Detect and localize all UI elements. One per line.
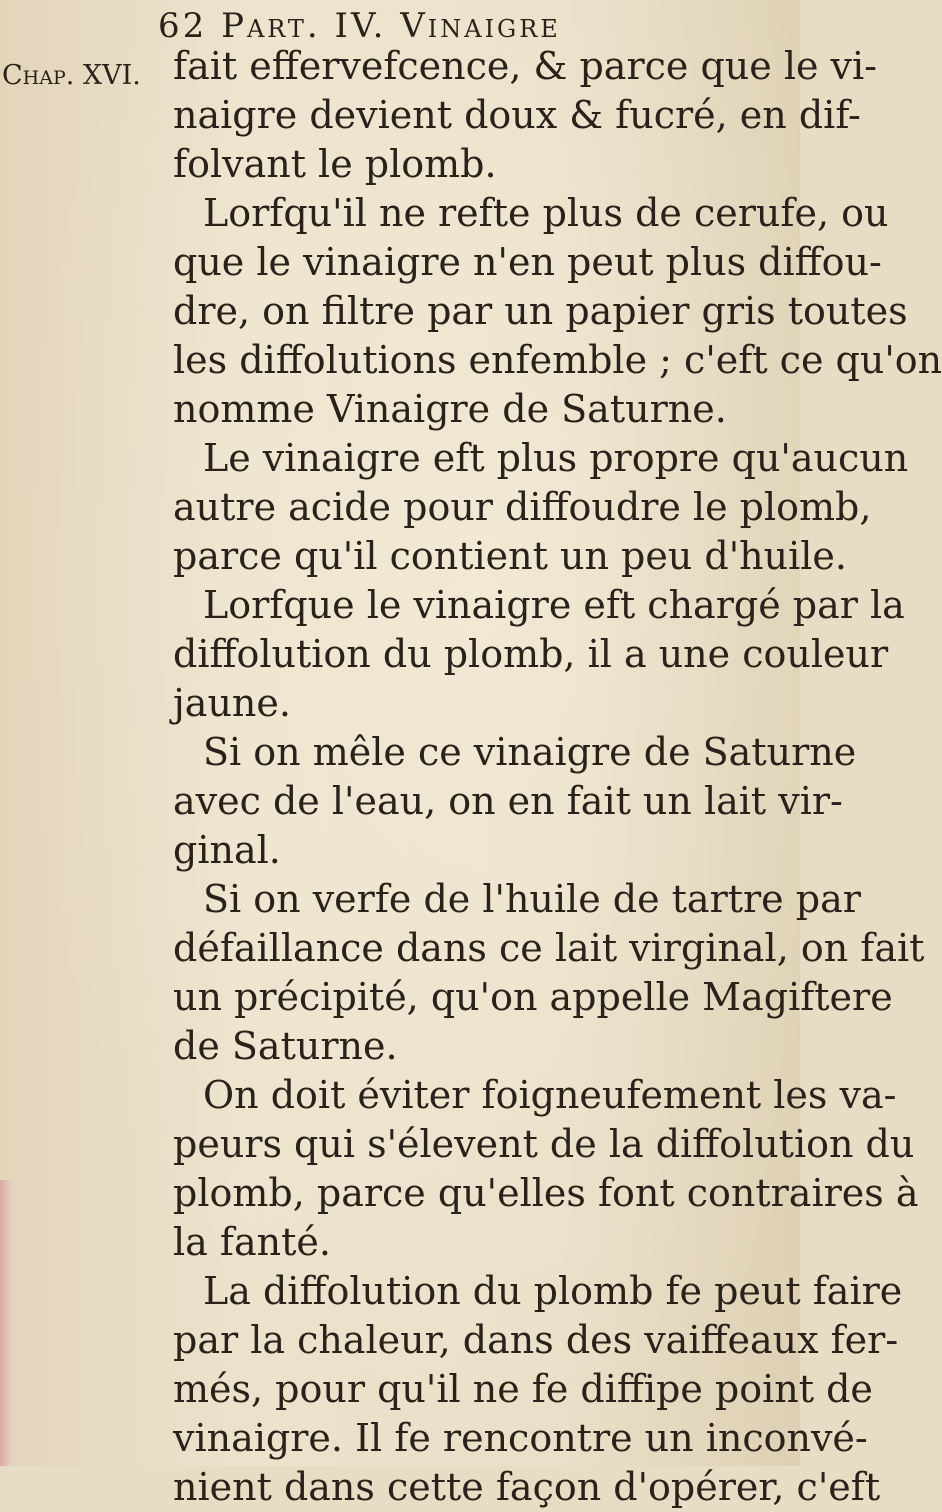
text-line: par la chaleur, dans des vaiffeaux fer- [173,1318,899,1362]
paragraph-start-line: Si on mêle ce vinaigre de Saturne [203,730,857,774]
text-line: que le vinaigre n'en peut plus diffou- [173,240,882,284]
paragraph-start-line: Lorfqu'il ne refte plus de cerufe, ou [203,191,889,235]
paragraph-start-line: La diffolution du plomb fe peut faire [203,1269,903,1313]
text-line: fait effervefcence, & parce que le vi- [173,44,878,88]
text-line: un précipité, qu'on appelle Magiftere [173,975,893,1019]
text-line: jaune. [173,681,291,725]
running-head: 62 Part. IV. Vinaigre [158,6,561,46]
text-line: plomb, parce qu'elles font contraires à [173,1171,919,1215]
text-line: peurs qui s'élevent de la diffolution du [173,1122,915,1166]
page-edge-shadow [0,1180,18,1466]
text-line: nient dans cette façon d'opérer, c'eft [173,1465,881,1509]
text-line: parce qu'il contient un peu d'huile. [173,534,847,578]
text-line: les diffolutions enfemble ; c'eft ce qu'on [173,338,942,382]
text-line: de Saturne. [173,1024,398,1068]
chapter-marker: Chap. XVI. [2,60,141,91]
text-line: nomme Vinaigre de Saturne. [173,387,727,431]
text-line: dre, on filtre par un papier gris toutes [173,289,908,333]
text-line: naigre devient doux & fucré, en dif- [173,93,861,137]
paragraph-start-line: Lorfque le vinaigre eft chargé par la [203,583,905,627]
paragraph-start-line: Le vinaigre eft plus propre qu'aucun [203,436,909,480]
text-line: vinaigre. Il fe rencontre un inconvé- [173,1416,868,1460]
text-line: la fanté. [173,1220,331,1264]
text-line: diffolution du plomb, il a une couleur [173,632,889,676]
paragraph-start-line: On doit éviter foigneufement les va- [203,1073,897,1117]
text-line: més, pour qu'il ne fe diffipe point de [173,1367,873,1411]
text-line: avec de l'eau, on en fait un lait vir- [173,779,843,823]
text-line: folvant le plomb. [173,142,497,186]
paragraph-start-line: Si on verfe de l'huile de tartre par [203,877,861,921]
text-line: autre acide pour diffoudre le plomb, [173,485,872,529]
text-line: défaillance dans ce lait virginal, on fait [173,926,925,970]
body-text [173,42,942,1512]
text-line: ginal. [173,828,281,872]
